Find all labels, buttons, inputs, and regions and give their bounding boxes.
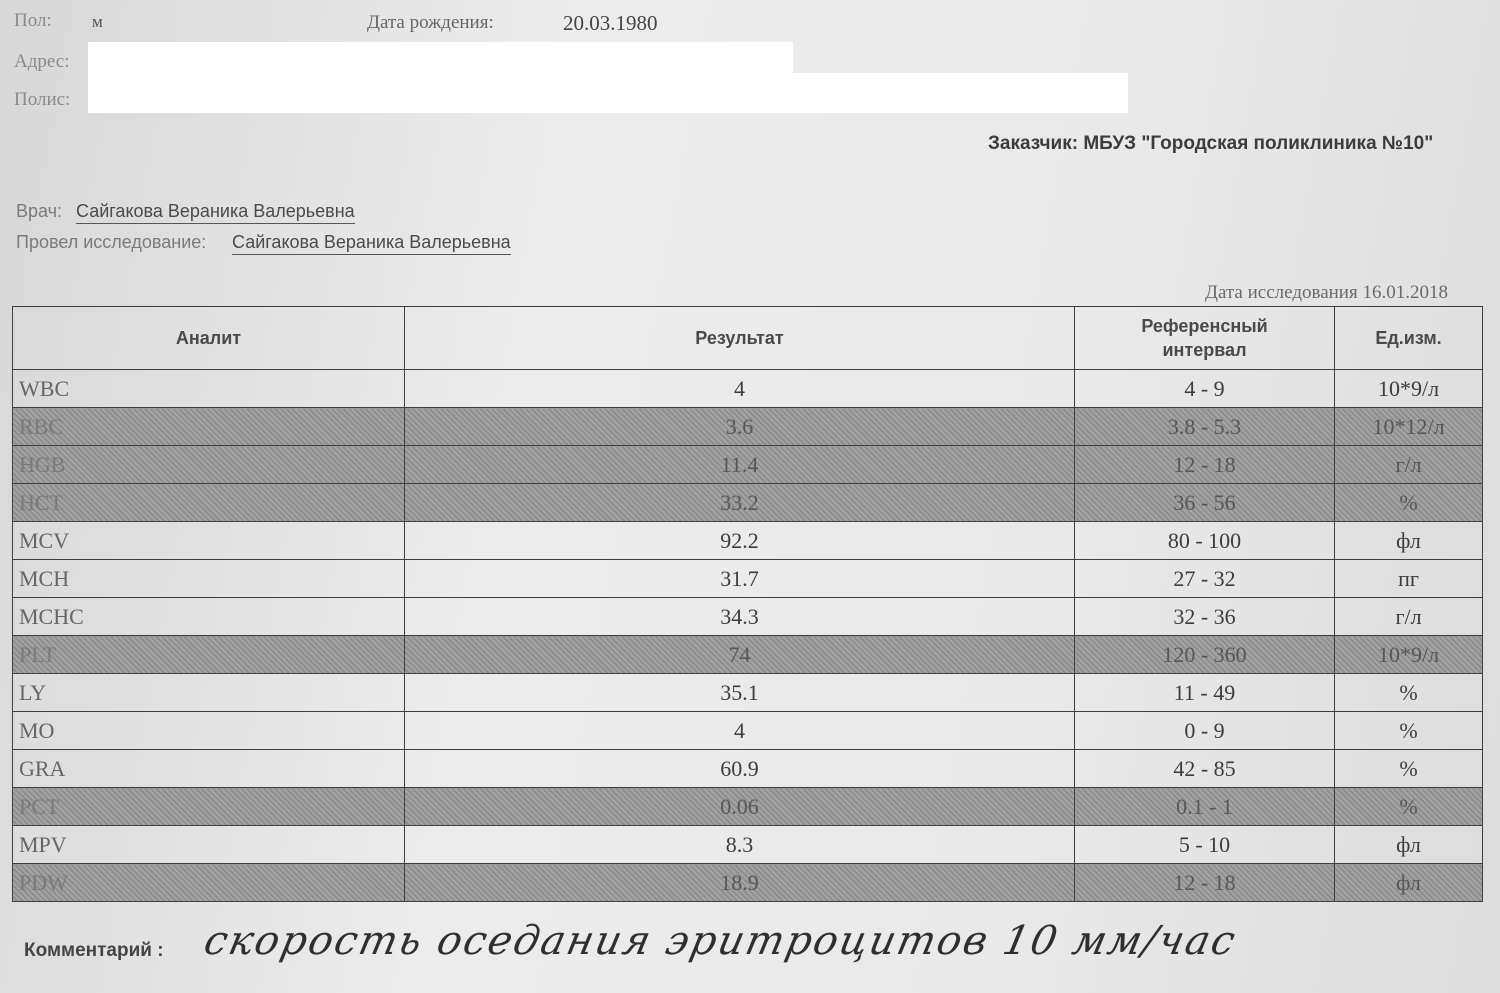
reference-cell: 27 - 32: [1075, 560, 1335, 598]
table-row: [13, 522, 1483, 560]
reference-cell: 12 - 18: [1075, 864, 1335, 902]
reference-cell: 32 - 36: [1075, 598, 1335, 636]
unit-cell: пг: [1335, 560, 1483, 598]
result-cell: 4: [405, 370, 1075, 408]
analyte-cell: HCT: [13, 484, 405, 522]
unit-cell: %: [1335, 712, 1483, 750]
table-header-row: [13, 307, 1483, 370]
reference-cell: 80 - 100: [1075, 522, 1335, 560]
reference-cell: 36 - 56: [1075, 484, 1335, 522]
reference-cell: 4 - 9: [1075, 370, 1335, 408]
table-row: [13, 560, 1483, 598]
table-row: [13, 750, 1483, 788]
table-row: [13, 864, 1483, 902]
table-row: [13, 674, 1483, 712]
reference-cell: 11 - 49: [1075, 674, 1335, 712]
unit-cell: 10*9/л: [1335, 370, 1483, 408]
reference-cell: 5 - 10: [1075, 826, 1335, 864]
analyte-cell: MCHC: [13, 598, 405, 636]
analyte-cell: MCV: [13, 522, 405, 560]
table-row: [13, 712, 1483, 750]
table-row: [13, 826, 1483, 864]
result-cell: 4: [405, 712, 1075, 750]
policy-label: Полис:: [14, 89, 71, 110]
result-cell: 11.4: [405, 446, 1075, 484]
header-unit: Ед.изм.: [1335, 307, 1483, 370]
policy-redaction: [88, 73, 1128, 113]
analyte-cell: PLT: [13, 636, 405, 674]
table-row: [13, 370, 1483, 408]
analyte-cell: MCH: [13, 560, 405, 598]
reference-cell: 0.1 - 1: [1075, 788, 1335, 826]
unit-cell: %: [1335, 484, 1483, 522]
analyte-cell: PCT: [13, 788, 405, 826]
analyte-cell: RBC: [13, 408, 405, 446]
result-cell: 3.6: [405, 408, 1075, 446]
header-analyte: Аналит: [13, 307, 405, 370]
study-date: Дата исследования 16.01.2018: [1205, 282, 1448, 303]
reference-cell: 12 - 18: [1075, 446, 1335, 484]
table-row: [13, 788, 1483, 826]
result-cell: 8.3: [405, 826, 1075, 864]
birth-date-value: 20.03.1980: [563, 11, 658, 35]
performer-name: Сайгакова Вераника Валерьевна: [232, 232, 511, 255]
result-cell: 35.1: [405, 674, 1075, 712]
analyte-cell: HGB: [13, 446, 405, 484]
performer-label: Провел исследование:: [16, 232, 207, 252]
analyte-cell: MPV: [13, 826, 405, 864]
table-row: [13, 598, 1483, 636]
table-row: [13, 484, 1483, 522]
analyte-cell: GRA: [13, 750, 405, 788]
unit-cell: %: [1335, 750, 1483, 788]
table-body: [13, 370, 1483, 902]
unit-cell: г/л: [1335, 598, 1483, 636]
unit-cell: фл: [1335, 826, 1483, 864]
table-row: [13, 636, 1483, 674]
result-cell: 60.9: [405, 750, 1075, 788]
result-cell: 31.7: [405, 560, 1075, 598]
address-label: Адрес:: [14, 51, 70, 72]
address-redaction: [88, 42, 793, 74]
result-cell: 92.2: [405, 522, 1075, 560]
reference-cell: 120 - 360: [1075, 636, 1335, 674]
analyte-cell: WBC: [13, 370, 405, 408]
table-row: [13, 446, 1483, 484]
unit-cell: г/л: [1335, 446, 1483, 484]
reference-cell: 42 - 85: [1075, 750, 1335, 788]
unit-cell: %: [1335, 674, 1483, 712]
unit-cell: фл: [1335, 522, 1483, 560]
header-result: Результат: [405, 307, 1075, 370]
doctor-name: Сайгакова Вераника Валерьевна: [76, 201, 355, 224]
result-cell: 74: [405, 636, 1075, 674]
result-cell: 33.2: [405, 484, 1075, 522]
table-row: [13, 408, 1483, 446]
unit-cell: фл: [1335, 864, 1483, 902]
sex-value: м: [92, 12, 103, 31]
reference-cell: 0 - 9: [1075, 712, 1335, 750]
comment-handwritten: скорость оседания эритроцитов 10 мм/час: [200, 918, 1242, 964]
sex-label: Пол:: [14, 10, 52, 31]
analyte-cell: LY: [13, 674, 405, 712]
results-table: [12, 306, 1483, 902]
reference-cell: 3.8 - 5.3: [1075, 408, 1335, 446]
unit-cell: %: [1335, 788, 1483, 826]
unit-cell: 10*9/л: [1335, 636, 1483, 674]
result-cell: 0.06: [405, 788, 1075, 826]
header-reference: Референсный интервал: [1075, 307, 1335, 370]
result-cell: 34.3: [405, 598, 1075, 636]
doctor-label: Врач:: [16, 201, 63, 221]
comment-label: Комментарий :: [24, 940, 164, 961]
analyte-cell: MO: [13, 712, 405, 750]
birth-date-label: Дата рождения:: [367, 12, 494, 33]
result-cell: 18.9: [405, 864, 1075, 902]
customer-line: Заказчик: МБУЗ "Городская поликлиника №10": [988, 133, 1434, 154]
analyte-cell: PDW: [13, 864, 405, 902]
unit-cell: 10*12/л: [1335, 408, 1483, 446]
